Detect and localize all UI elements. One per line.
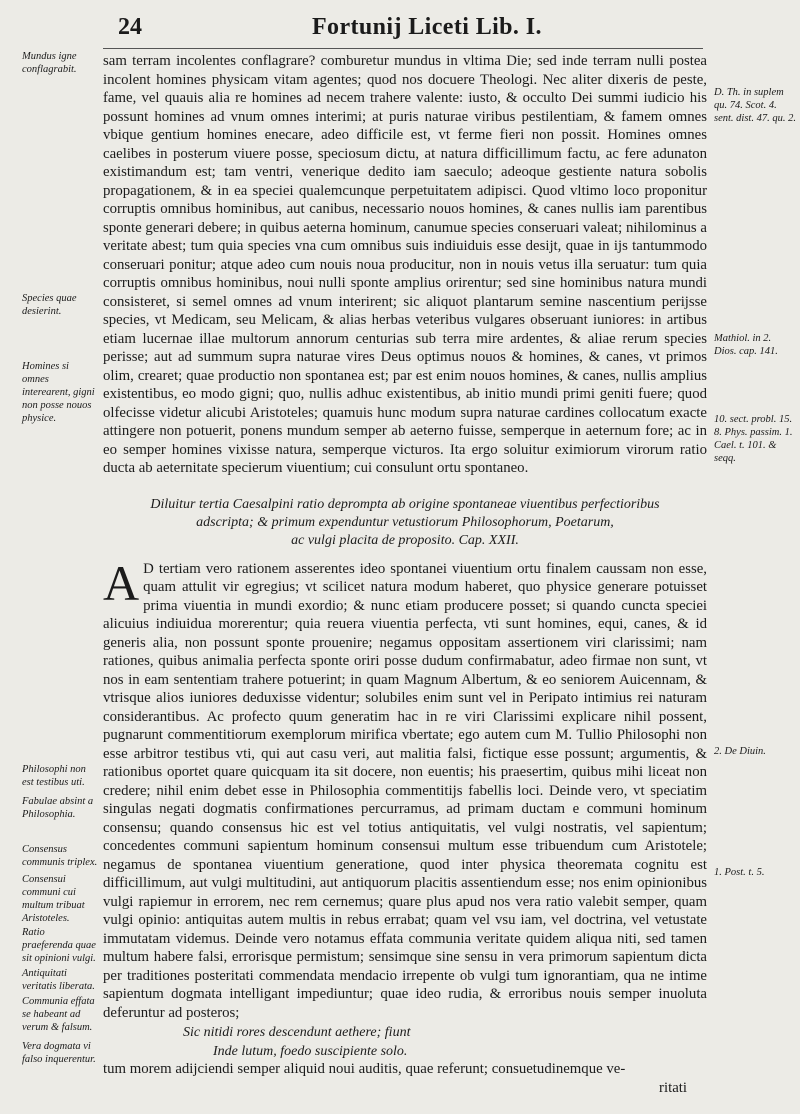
drop-capital: A (103, 554, 140, 611)
margin-note-left: Fabulae absint a Philosophia. (22, 796, 94, 820)
margin-note-left: Ratio praeferenda quae sit opinioni vulgi. (22, 927, 96, 964)
body-paragraph: sam terram incolentes conflagrare? comburetur mundus in vltima Die; sed inde terram nulli postea incolent homines physicam vitam agentes; quod nos docuere Theologi. Nec aliter dixeris de peste, fame, vel quauis alia re homines ad necem trahere valente: iusto, & occulto Dei summi iudicio his possunt homines ad vnum omnes interimi; at puris naturae viribus pestilentiam, & famem omnes vbique gentium homines enecare, adeo difficile est, vt ferme fieri non possit. Homines omnes caelibes in posterum viuere posse, speciosum dictu, at natura difficillimum factu, ac fere adunaton existimandum est; tam ventri, venerique dedito iam saeculo; adeoque gestiente natura sobolis propagationem, & in ea speciei qualemcunque perpetuitatem adipisci. Quod vltimo loco proponitur corruptis omnibus hominibus, aut canibus, necessario nouos homines, & canes nullis iam parentibus sponte generari debere; in quibus aeterna hominum, canumue species conseruari valeat; nihilominus a veritate abest; tum quia species vna cum omnibus suis indiuiduis esse desijt, quae in ijs tantummodo conseruari ponitur; atque adeo cum nouis noua producitur, non in nouis vetus illa seruatur: tum quia corruptis omnibus hominibus, noui nulli sponte amplius orirentur; sed sine hominibus natura mundi consisteret, si semel omnes ad vnum interirent; sic aliquot plantarum semine nascentium perijsse species, vt Medicam, seu Melicam, & alias herbas veteribus vulgares obseruant iuniores: in artibus etiam lucernae illae multorum annorum centurias sub terra mire ardentes, & aliae rerum species perisse; aut ad summum supra naturae vires Deus optimus nouos & homines, & canes, vt primos olim, crearet; quae productio non spontanea est; par est enim nouos homines, & canes, nullis amplius existentibus, eo modo gigni; quo, nullis adhuc existentibus, ab initio mundi primi geniti fuere; quod olfecisse videtur alicubi Aristoteles; quamuis hunc modum supra naturae cardines collocatum exacte attingere non potuerit, ponens mundum semper ab aeterno fuisse, semperque in aeternum fore; ac in eo semper homines vixisse natura, semperque victuros. Ita ergo soluitur eximiorum virorum ratio ducta ab aeternitate specierum viuentium; cui consulunt ortu spontaneo. (103, 53, 707, 476)
margin-note-right: 10. sect. probl. 15. 8. Phys. passim. 1. Cael. t. 101. & seqq. (714, 414, 793, 464)
margin-note-right: Mathiol. in 2. Dios. cap. 141. (714, 333, 778, 357)
catchword: ritati (659, 1079, 687, 1096)
margin-note-left: Homines si omnes interearent, gigni non posse nouos physice. (22, 361, 95, 424)
running-head: Fortunij Liceti Lib. I. (312, 14, 542, 40)
margin-note-left: Species quae desierint. (22, 293, 77, 317)
margin-note-left: Consensui communi cui multum tribuat Aristoteles. (22, 874, 85, 924)
chapter-heading-line: Diluitur tertia Caesalpini ratio deprompta ab origine spontaneae viuentibus perfectioribus adscripta; & primum expenduntur vetustiorum Philosophorum, Poetarum, (150, 496, 660, 530)
header-rule (103, 48, 703, 49)
page-number: 24 (118, 14, 142, 40)
margin-note-left: Philosophi non est testibus uti. (22, 764, 86, 788)
margin-note-left: Vera dogmata vi falso inquerentur. (22, 1041, 96, 1065)
margin-note-right: 2. De Diuin. (714, 746, 766, 757)
verse-line: Sic nitidi rores descendunt aethere; fiunt (183, 1025, 411, 1040)
margin-note-left: Consensus communis triplex. (22, 844, 98, 868)
chapter-heading-line: ac vulgi placita de proposito. Cap. XXII. (291, 532, 519, 548)
body-paragraph (103, 554, 707, 1023)
main-text-column (103, 52, 707, 1097)
body-paragraph: tum morem adijciendi semper aliquid noui auditis, quae referunt; consuetudinemque ve- (103, 1061, 626, 1077)
verse-line: Inde lutum, foedo suscipiente solo. (213, 1044, 408, 1059)
margin-note-left: Communia effata se habeant ad verum & falsum. (22, 996, 95, 1033)
margin-note-left: Antiquitati veritatis liberata. (22, 968, 95, 992)
chapter-heading (133, 496, 677, 550)
body-paragraph-text: D tertiam vero rationem asserentes ideo spontanei viuentium ortu finalem caussam non esse, quam attulit vir egregius; vt scilicet natura modum haberet, quo physice generare potuisset prima viuentia in mundi exordio; & nunc etiam producere posset; si quando cuncta speciei alicuius indiuidua morerentur; quia reuera viuentia perfecta, vti sunt homines, equi, canes, & id generis alia, non possunt sponte prouenire; negamus oppositam assertionem viri clarissimi; nam rationes, quibus animalia perfecta sponte oriri posse dudum confirmabatur, adeo firmae non sunt, vt nos in eam sententiam trahere potuerint; in quam Magnum Albertum, & eo seniorem Auicennam, & vtrisque alios iuniores deduxisse videntur; solubiles enim sunt vel in Peripato intimius rei naturam considerantibus. Ac profecto quum generatim hac in re viri Clarissimi explicare nihil possent, pugnarunt commentitiorum exemplorum mirifica vbertate; ego autem cum M. Tullio Philosophi non esse arbitror testibus vti, qui aut casu veri, aut malitia falsi, fictique esse possunt; argumentis, & rationibus oportet quare quicquam ita sit docere, non euentis; his praesertim, quibus mihi liceat non credere; nihil enim debet esse in Philosophia commentitijs fabellis loci. Deinde vero, vt speciatim singulas negati dogmatis confirmationes percurramus, ad primam ductam e communi hominum consensu; quando consensus hic est vel totius antiquitatis, vel vulgi nostratis, vel sapientum; concedentes communi sapientum hominum consensui multum esse tribuendum cum Aristotele; negamus de spontanea viuentium generatione, quod inter physica theoremata cognitu est difficillimum, aut vulgi multitudini, aut antiquorum placitis assentiendum esse; nos enim opinionibus vulgi rapiemur in errorem, nec rem cernemus; quare plus apud nos vera ratio valebit semper, quam vulgi opinio: antiquitas autem multis in rebus errabat; quam vel vsu iam, vel doctrina, vel vetustate immutatam videmus. Deinde vero notamus effata communia veritate quidem aliqua niti, sed tamen multum habere falsi, errorisque permistum; sensimque sine sensu in vera primorum sapientum dicta per traditiones posteritati commendata mendacio irrepente ob vulgi tum ignorantiam, qua ne intime sapientum dogmata intelligant impediuntur; quae ideo rudia, & erroribus nouis semper inuoluta deferuntur ad posteros; (103, 560, 707, 1021)
margin-note-right: 1. Post. t. 5. (714, 867, 765, 878)
margin-note-right: D. Th. in suplem qu. 74. Scot. 4. sent. dist. 47. qu. 2. (714, 87, 796, 124)
margin-note-left: Mundus igne conflagrabit. (22, 51, 77, 75)
